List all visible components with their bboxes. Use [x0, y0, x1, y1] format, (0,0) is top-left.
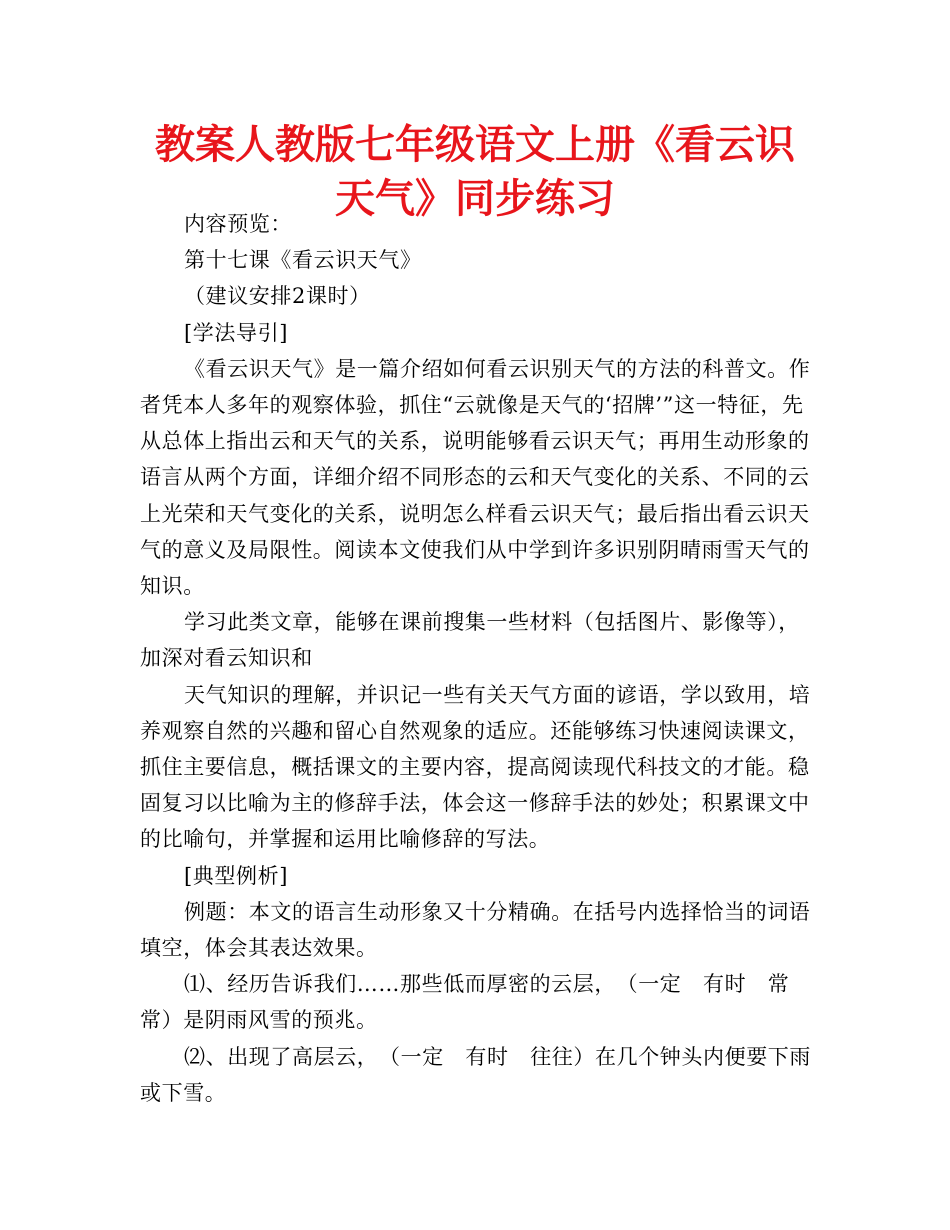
paragraph-intro: 《看云识天气》是一篇介绍如何看云识别天气的方法的科普文。作者凭本人多年的观察体验，抓住“云就像是天气的‘招牌’”这一特征，先从总体上指出云和天气的关系，说明能够看云识天气；再用生动形象的语言从两个方面，详细介绍不同形态的云和天气变化的关系、不同的云上光荣和天气变化的关系，说明怎么样看云识天气；最后指出看云识天气的意义及局限性。阅读本文使我们从中学到许多识别阴晴雨雪天气的知识。 — [140, 356, 811, 599]
paragraph-item-1: ⑴、经历告诉我们……那些低而厚密的云层， （一定 有时 常常）是阴雨风雪的预兆。 — [140, 972, 790, 1033]
section-heading-examples: [典型例析] — [184, 863, 288, 888]
document-body — [140, 206, 812, 1111]
paragraph-study-1: 学习此类文章，能够在课前搜集一些材料（包括图片、影像等），加深对看云知识和 — [140, 610, 800, 671]
paragraph-lesson-title: 第十七课《看云识天气》 — [184, 248, 422, 273]
section-heading-guide: [学法导引] — [184, 320, 288, 345]
paragraph-study-2: 天气知识的理解，并识记一些有关天气方面的谚语，学以致用，培养观察自然的兴趣和留心自然观象的适应。还能够练习快速阅读课文，抓住主要信息，概括课文的主要内容，提高阅读现代科技文的才能。稳固复习以比喻为主的修辞手法，体会这一修辞手法的妙处；积累课文中的比喻句，并掌握和运用比喻修辞的写法。 — [140, 682, 811, 852]
paragraph-example-question: 例题：本文的语言生动形象又十分精确。在括号内选择恰当的词语填空，体会其表达效果。 — [140, 899, 811, 961]
document-title: 教案人教版七年级语文上册《看云识天气》同步练习 — [155, 122, 795, 222]
paragraph-schedule: （建议安排2课时） — [184, 284, 371, 309]
paragraph-preview-label: 内容预览： — [184, 212, 292, 236]
paragraph-item-2: ⑵、出现了高层云， （一定 有时 往往）在几个钟头内便要下雨或下雪。 — [140, 1044, 811, 1105]
